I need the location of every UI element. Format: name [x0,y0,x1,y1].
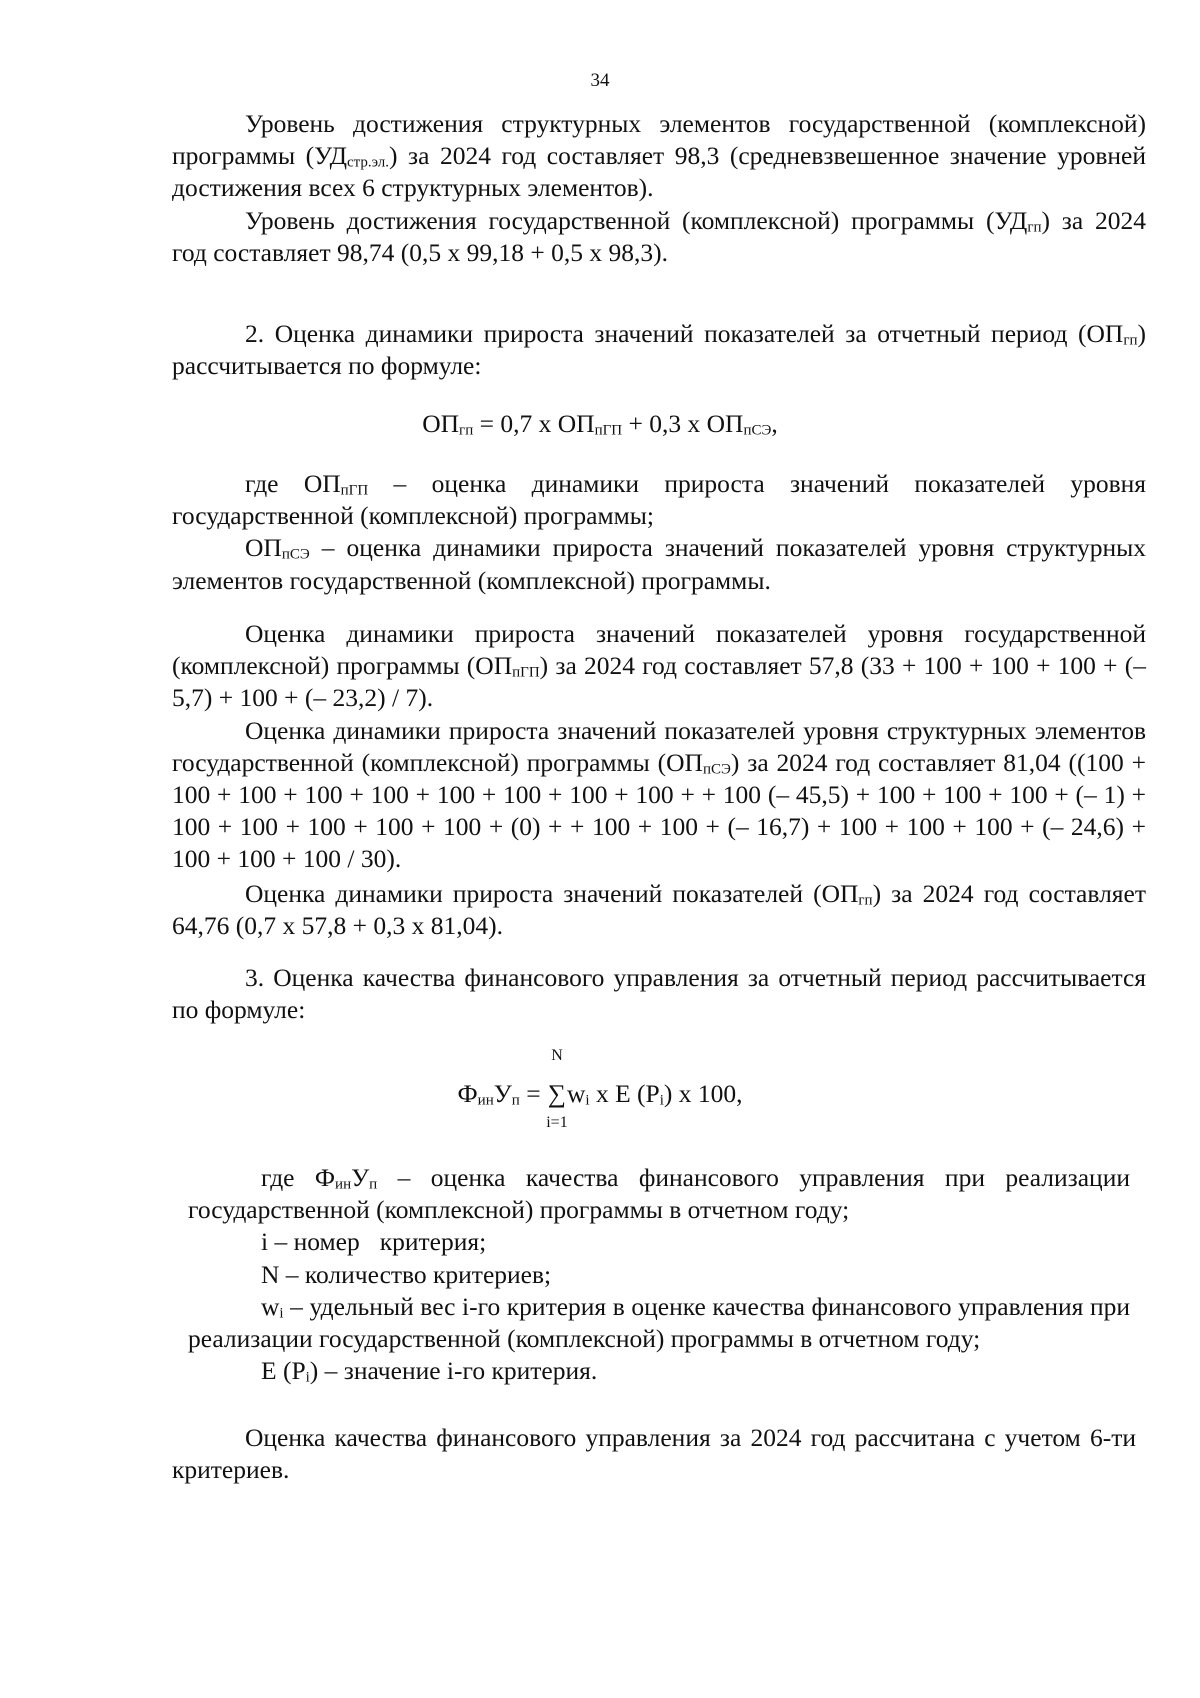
definition-op-pgp: где $ОП_{пГП}$ – оценка динамики прироста значений показателей уровня государственной (комплексной) программы; [172,469,1146,531]
definition-op-pse: $ОП_{пСЭ}$ – оценка динамики прироста значений показателей уровня структурных элементов государственной (комплексной) программы. [172,533,1146,595]
evaluation-op-pgp: Оценка динамики прироста значений показателей уровня государственной (комплексной) программы $(ОП_{пГП})$ за 2024 год составляет 57,8 (33 + 100 + 100 + 100 + (– 5,7) + 100 + (– 23,2) / 7). [172,619,1146,713]
section-3-conclusion: Оценка качества финансового управления за 2024 год рассчитана с учетом 6-ти критериев. [172,1423,1136,1485]
formula-op-gp: $ОП_{гп} = 0,7$ x $ОП_{пГП} + 0,3$ x $ОП_{пСЭ}$, [422,409,778,439]
formula-1-definitions [172,468,1146,597]
definition-n: N – количество критериев; [261,1259,552,1289]
sum-upper-limit: N [551,1047,563,1064]
paragraph-ud-program: Уровень достижения государственной (комплексной) программы $(УД_{гп})$ за 2024 год составляет 98,74 (0,5 x 99,18 + 0,5 x 98,3). [172,205,1146,267]
paragraph-ud-structural: Уровень достижения структурных элементов государственной (комплексной) программы $(УД_{стр.эл.})$ за 2024 год составляет 98,3 (средневзвешенное значение уровней достижения всех 6 структурных элементов). [172,109,1146,203]
formula-fin-up: $Ф_{ин}У_п$ = N ∑ i=1 $w_i$ x E $(P_i)$ x 100, [457,1047,743,1131]
definition-e-pi: E $(P_i)$ – значение i-го критерия. [261,1356,598,1386]
evaluation-op-pse: Оценка динамики прироста значений показателей уровня структурных элементов государственной (комплексной) программы $(ОП_{пСЭ})$ за 2024 год составляет 81,04 ((100 + 100 + 100 + 100 + 100 + 100 + 100 + 100 + 100 + + 100 (– 45,5) + 100 + 100 + 100 + (– 1) + 100 + 100 + 100 + 100 + 100 + (0) + + 100 + 100 + (– 16,7) + 100 + 100 + 100 + (– 24,6) + 100 + 100 + 100 / 30). [172,715,1146,874]
definition-wi: $w_i$ – удельный вес i-го критерия в оценке качества финансового управления при реализации государственной (комплексной) программы в отчетном году; [188,1291,1130,1354]
sum-symbol: N ∑ i=1 [547,1078,567,1110]
section-3-intro: 3. Оценка качества финансового управления за отчетный период рассчитывается по формуле: [172,963,1146,1025]
definition-fin-up: где $Ф_{ин}У_п$ – оценка качества финансового управления при реализации государственной (комплексной) программы в отчетном году; [188,1163,1130,1225]
page-number: 34 [590,70,610,91]
intro-block [172,108,1146,269]
section-2-intro: 2. Оценка динамики прироста значений показателей за отчетный период $(ОП_{гп})$ рассчитывается по формуле: [172,319,1146,381]
section-2-evaluations [172,618,1146,876]
formula-2-definitions [188,1162,1130,1387]
evaluation-op-gp-total: Оценка динамики прироста значений показателей $(ОП_{гп})$ за 2024 год составляет 64,76 (0,7 x 57,8 + 0,3 x 81,04). [172,879,1146,941]
sum-lower-limit: i=1 [546,1114,568,1131]
definition-i: i – номер критерия; [261,1227,487,1257]
